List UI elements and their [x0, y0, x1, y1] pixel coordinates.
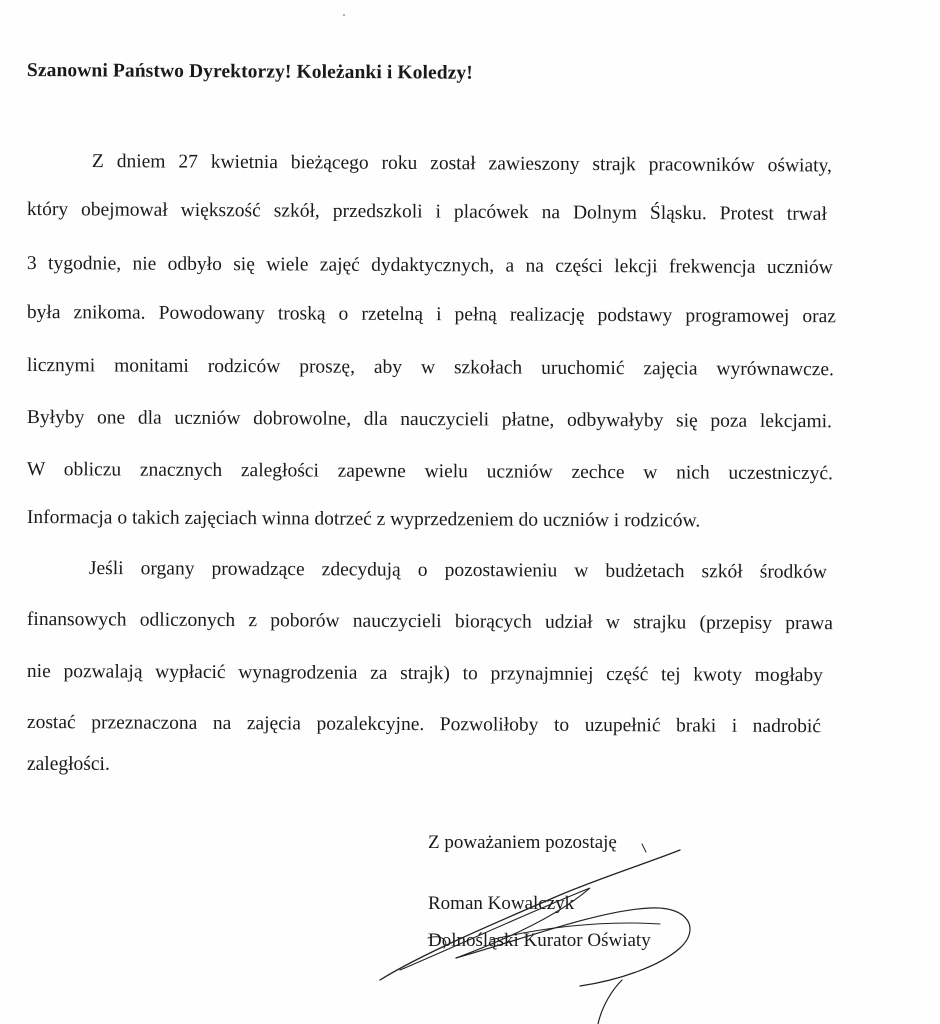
letter-closing: Z poważaniem pozostaję — [428, 832, 617, 853]
letter-line: Z dniem 27 kwietnia bieżącego roku został zawieszony strajk pracowników oświaty, — [91, 151, 832, 177]
letter-line: licznymi monitami rodziców proszę, aby w szkołach uruchomić zajęcia wyrównawcze. — [26, 355, 834, 381]
letter-line: nie pozwalają wypłacić wynagrodzenia za strajk) to przynajmniej część tej kwoty mogłaby — [26, 661, 823, 687]
letter-line: zostać przeznaczona na zajęcia pozalekcyjne. Pozwoliłoby to uzupełnić braki i nadrobić — [26, 712, 821, 738]
letter-line: zaległości. — [27, 754, 110, 775]
letter-line: 3 tygodnie, nie odbyło się wiele zajęć dydaktycznych, a na części lekcji frekwencja uczniów — [26, 253, 833, 279]
scan-speck — [343, 14, 345, 16]
letter-line: Byłyby one dla uczniów dobrowolne, dla nauczycieli płatne, odbywałyby się poza lekcjami. — [26, 407, 832, 433]
letter-line: który obejmował większość szkół, przedszkoli i placówek na Dolnym Śląsku. Protest trwał — [26, 199, 827, 225]
signer-title: Dolnośląski Kurator Oświaty — [428, 930, 651, 951]
letter-line: Informacja o takich zajęciach winna dotrzeć z wyprzedzeniem do uczniów i rodziców. — [26, 507, 701, 532]
letter-line: W obliczu znacznych zaległości zapewne wielu uczniów zechce w nich uczestniczyć. — [26, 459, 833, 485]
letter-line: finansowych odliczonych z poborów nauczycieli biorących udział w strajku (przepisy prawa — [26, 609, 833, 635]
signer-name: Roman Kowalczyk — [428, 893, 575, 914]
letter-line: Jeśli organy prowadzące zdecydują o pozostawieniu w budżetach szkół środków — [88, 558, 827, 583]
handwritten-signature — [360, 830, 700, 1024]
letter-greeting: Szanowni Państwo Dyrektorzy! Koleżanki i Koledzy! — [26, 60, 473, 84]
letter-line: była znikoma. Powodowany troską o rzetelną i pełną realizację podstawy programowej oraz — [26, 302, 836, 328]
